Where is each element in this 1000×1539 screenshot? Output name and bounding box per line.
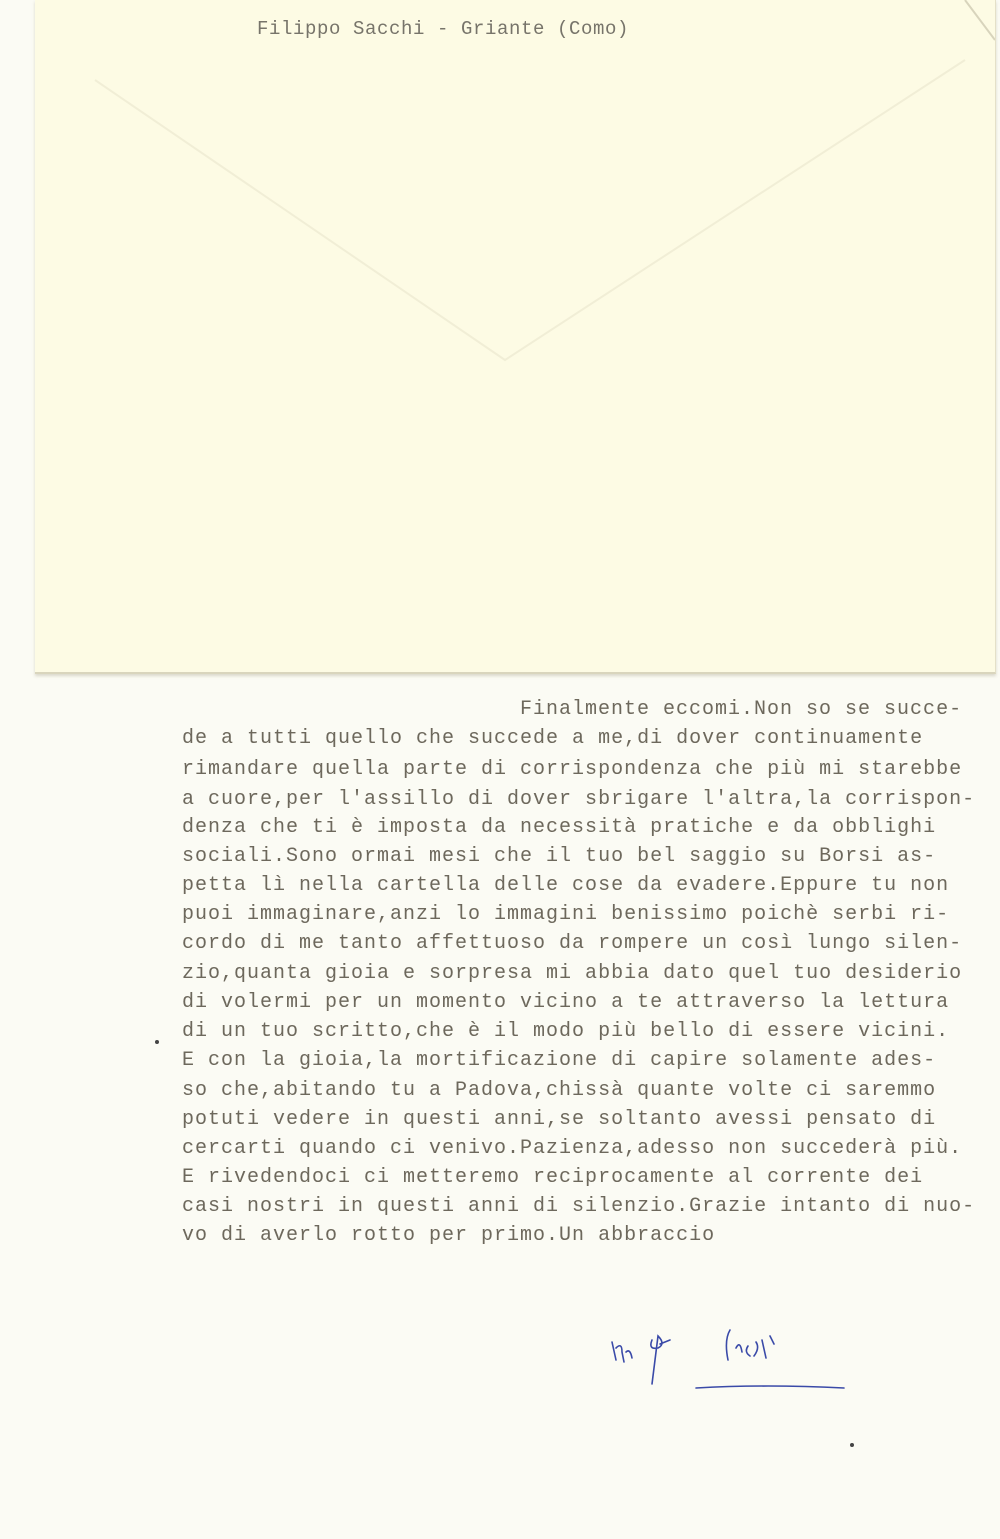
letter-line: rimandare quella parte di corrispondenza che più mi starebbe: [182, 758, 963, 781]
envelope-flap-lines: [35, 0, 995, 672]
letter-line: so che,abitando tu a Padova,chissà quante volte ci saremmo: [182, 1079, 937, 1102]
letter-line: cordo di me tanto affettuoso da rompere un così lungo silen-: [182, 932, 963, 955]
letter-line: di volermi per un momento vicino a te attraverso la lettura: [182, 991, 950, 1014]
ink-speck: [155, 1040, 159, 1044]
letter-line: denza che ti è imposta da necessità pratiche e da obblighi: [182, 816, 937, 839]
letter-line: petta lì nella cartella delle cose da evadere.Eppure tu non: [182, 874, 950, 897]
letter-line: Finalmente eccomi.Non so se succe-: [520, 698, 963, 721]
letter-line: a cuore,per l'assillo di dover sbrigare l'altra,la corrispon-: [182, 788, 976, 811]
sender-address: Filippo Sacchi - Griante (Como): [257, 18, 630, 40]
typewritten-letter: [0, 680, 1000, 1539]
handwritten-signature: [600, 1300, 860, 1400]
letter-line: E rivedendoci ci metteremo reciprocamente al corrente dei: [182, 1166, 924, 1189]
letter-line: sociali.Sono ormai mesi che il tuo bel saggio su Borsi as-: [182, 845, 937, 868]
letter-line: casi nostri in questi anni di silenzio.Grazie intanto di nuo-: [182, 1195, 976, 1218]
ink-speck: [850, 1443, 854, 1447]
letter-line: di un tuo scritto,che è il modo più bello di essere vicini.: [182, 1020, 950, 1043]
letter-line: E con la gioia,la mortificazione di capire solamente ades-: [182, 1049, 937, 1072]
letter-line: cercarti quando ci venivo.Pazienza,adesso non succederà più.: [182, 1137, 963, 1160]
letter-line: potuti vedere in questi anni,se soltanto avessi pensato di: [182, 1108, 937, 1131]
envelope: [35, 0, 996, 674]
letter-line: vo di averlo rotto per primo.Un abbraccio: [182, 1224, 716, 1247]
letter-line: puoi immaginare,anzi lo immagini benissimo poichè serbi ri-: [182, 903, 950, 926]
letter-line: zio,quanta gioia e sorpresa mi abbia dato quel tuo desiderio: [182, 962, 963, 985]
letter-line: de a tutti quello che succede a me,di dover continuamente: [182, 727, 924, 750]
